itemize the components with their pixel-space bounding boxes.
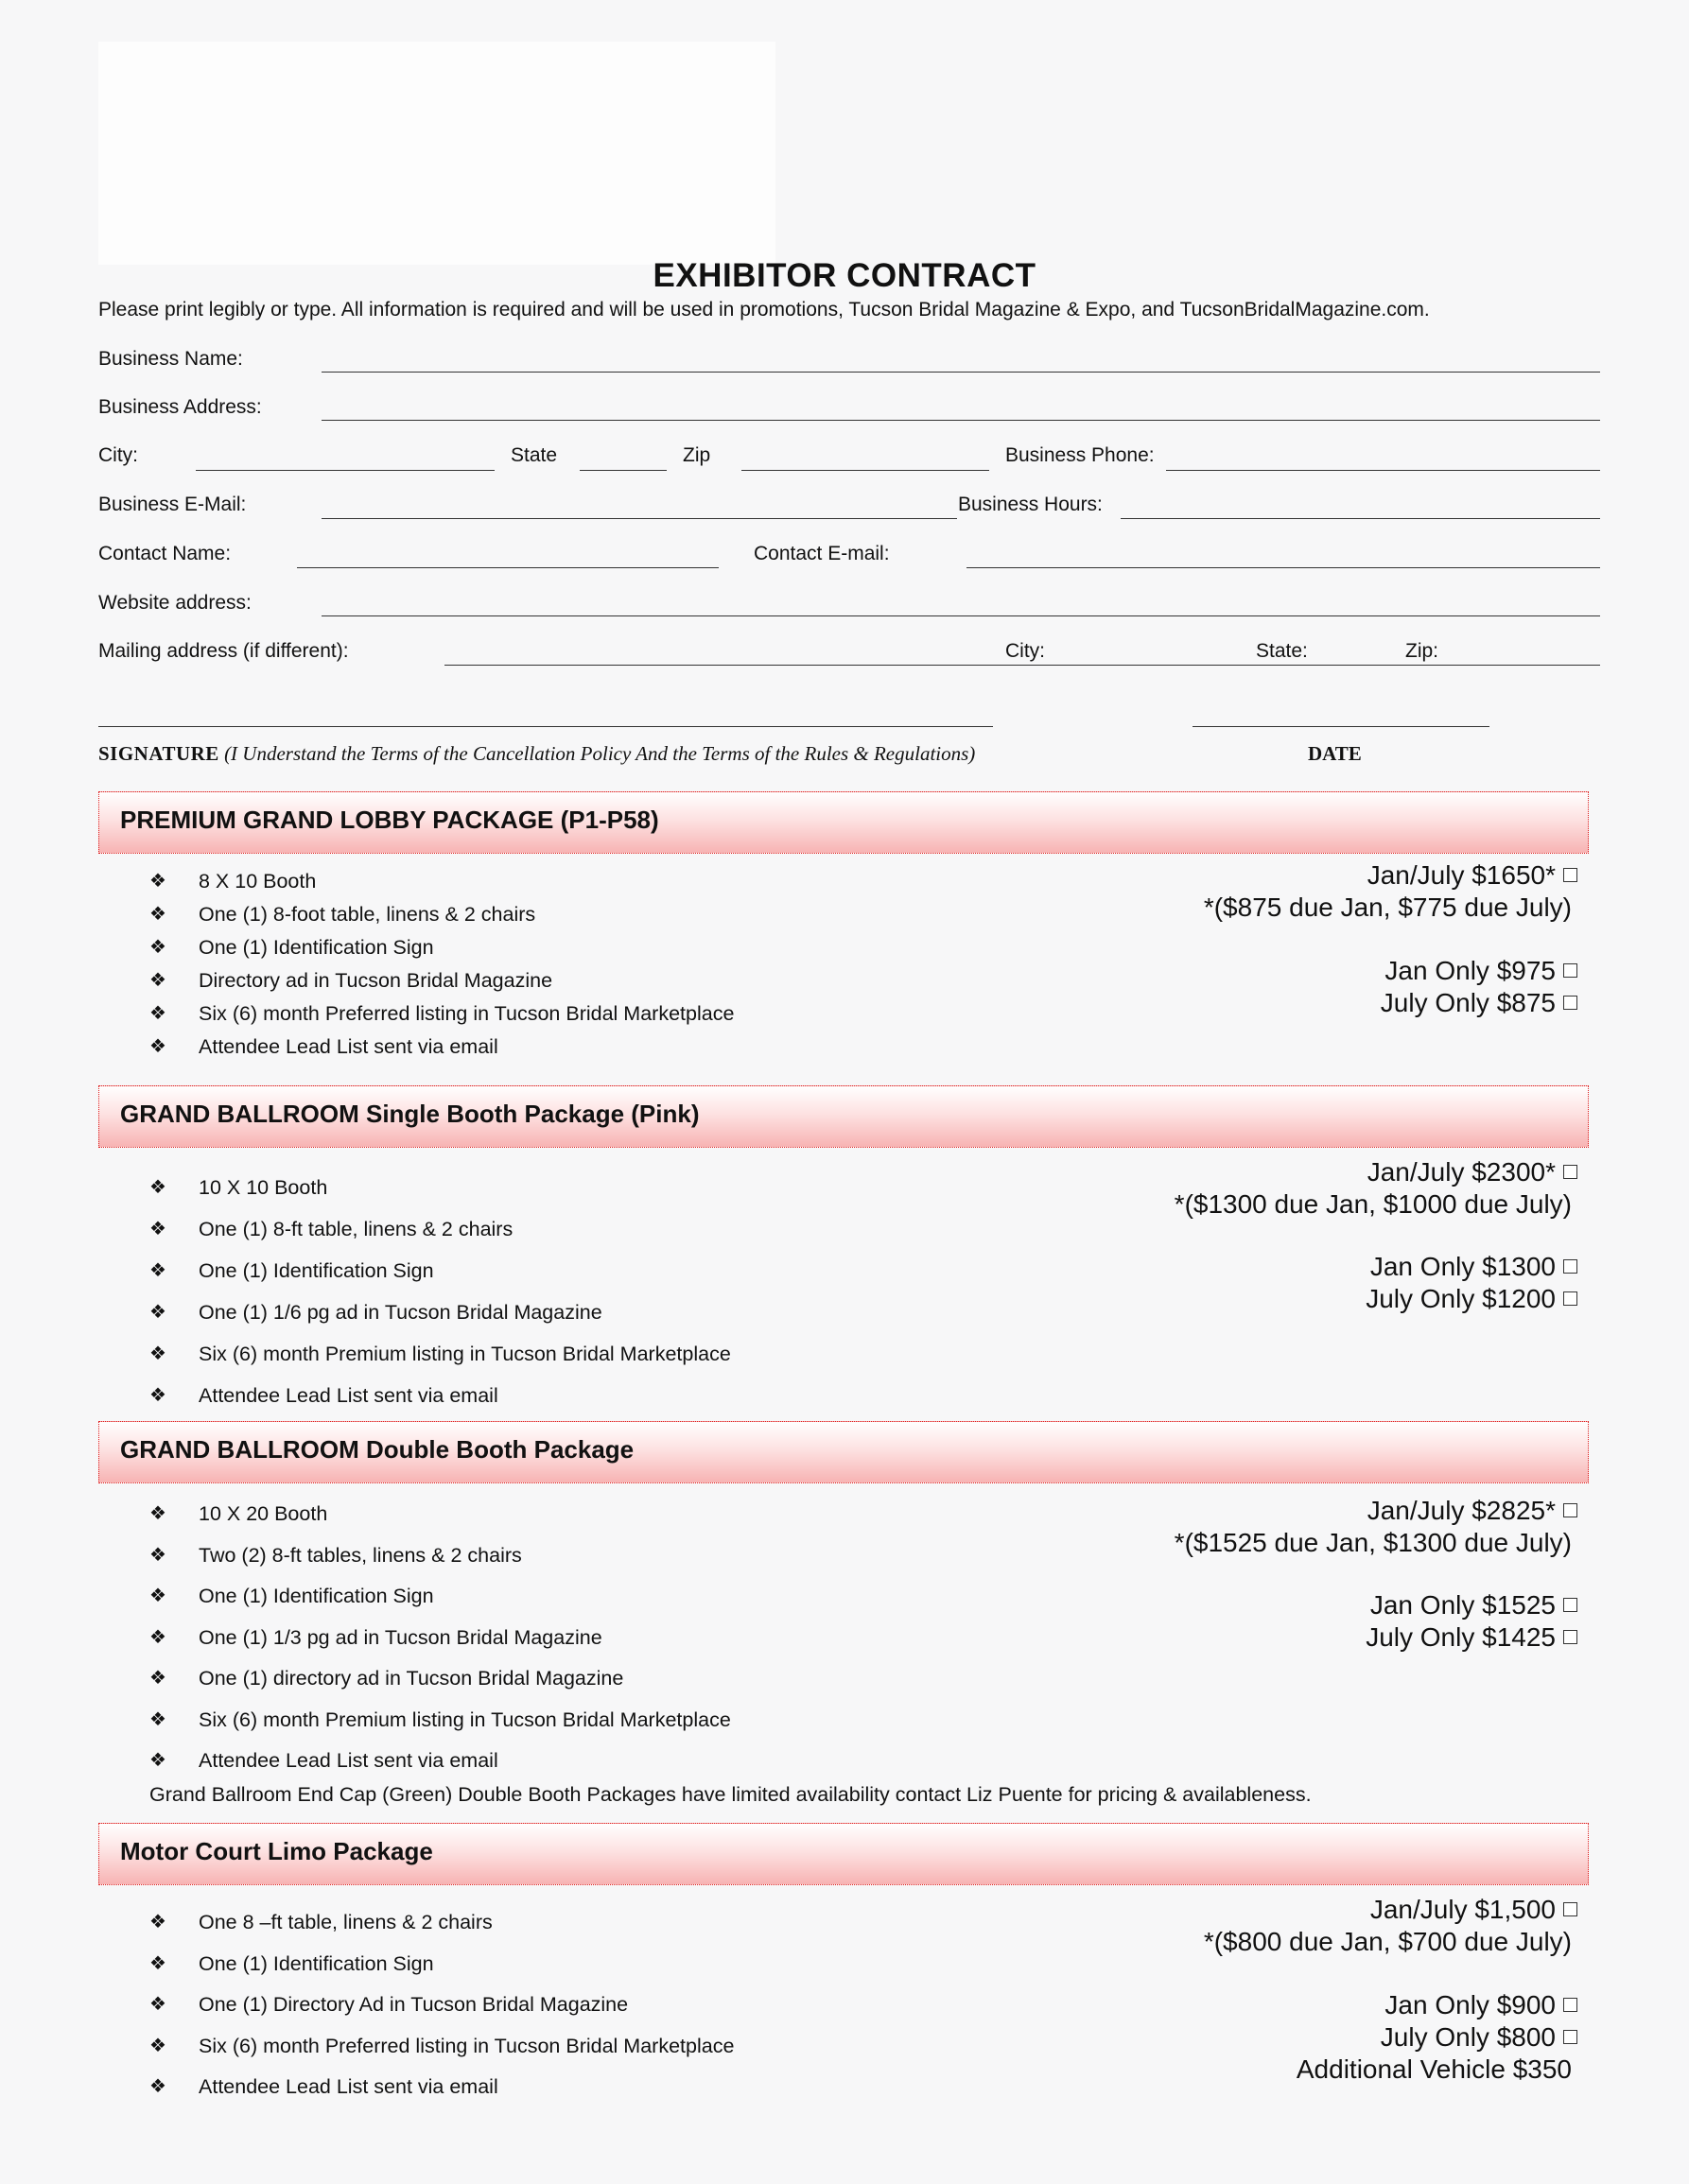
list-item [149, 1741, 731, 1782]
zip-label: Zip [683, 444, 711, 466]
package-header-motor-court-limo [98, 1823, 1589, 1885]
package-title: Motor Court Limo Package [120, 1837, 433, 1865]
item-label: Directory ad in Tucson Bridal Magazine [199, 969, 553, 992]
price-label: Jan/July $1650* [1367, 860, 1556, 890]
price-label: July Only $800 [1380, 2022, 1556, 2052]
website-field[interactable] [322, 615, 1600, 616]
price-option-july-only[interactable] [1381, 2022, 1577, 2053]
item-label: One (1) Identification Sign [199, 1259, 434, 1282]
price-label: July Only $875 [1380, 988, 1556, 1017]
list-item [149, 1208, 731, 1250]
price-option-janjuly[interactable] [1367, 1496, 1577, 1526]
price-label: Jan Only $1525 [1369, 1590, 1556, 1620]
price-option-jan-only[interactable] [1370, 1590, 1577, 1621]
item-label: Attendee Lead List sent via email [199, 1749, 498, 1772]
price-option-jan-only[interactable] [1384, 1990, 1577, 2020]
item-label: One (1) Identification Sign [199, 1585, 434, 1607]
signature-label [98, 742, 975, 766]
package-items-ballroom-double [149, 1494, 731, 1782]
checkbox-icon[interactable] [1563, 868, 1577, 882]
list-item [149, 1535, 731, 1577]
price-option-janjuly[interactable] [1367, 1157, 1577, 1187]
list-item [149, 1291, 731, 1333]
list-item [149, 964, 734, 997]
package-title: GRAND BALLROOM Single Booth Package (Pink) [120, 1100, 700, 1128]
item-label: One 8 –ft table, linens & 2 chairs [199, 1911, 493, 1933]
list-item [149, 1375, 731, 1416]
mailing-city-label: City: [1005, 640, 1045, 662]
item-label: Two (2) 8-ft tables, linens & 2 chairs [199, 1543, 522, 1567]
list-item [149, 1031, 734, 1064]
list-item [149, 865, 734, 898]
list-item [149, 1700, 731, 1742]
checkbox-icon[interactable] [1563, 1902, 1577, 1916]
list-item [149, 1902, 734, 1944]
city-label: City: [98, 444, 138, 466]
diamond-bullet-icon: ❖ [149, 1750, 166, 1771]
checkbox-icon[interactable] [1563, 996, 1577, 1010]
business-hours-field[interactable] [1121, 518, 1600, 519]
page-title: EXHIBITOR CONTRACT [653, 257, 1036, 294]
diamond-bullet-icon: ❖ [149, 937, 166, 958]
diamond-bullet-icon: ❖ [149, 1219, 166, 1239]
package-items-motor-court-limo [149, 1902, 734, 2108]
price-label: Jan Only $1300 [1369, 1252, 1556, 1281]
item-label: One (1) Directory Ad in Tucson Bridal Magazine [199, 1993, 629, 2016]
price-option-jan-only[interactable] [1370, 1252, 1577, 1282]
list-item [149, 1658, 731, 1700]
diamond-bullet-icon: ❖ [149, 1302, 166, 1323]
price-label: Jan Only $900 [1384, 1990, 1556, 2019]
list-item [149, 2026, 734, 2068]
mailing-state-label: State: [1256, 640, 1308, 662]
price-additional-vehicle: Additional Vehicle $350 [1296, 2054, 1572, 2084]
diamond-bullet-icon: ❖ [149, 1177, 166, 1198]
business-address-field[interactable] [322, 420, 1600, 421]
item-label: One (1) 1/6 pg ad in Tucson Bridal Magazine [199, 1301, 602, 1324]
package-items-ballroom-single [149, 1167, 731, 1416]
diamond-bullet-icon: ❖ [149, 1003, 166, 1024]
business-phone-label: Business Phone: [1005, 444, 1155, 466]
checkbox-icon[interactable] [1563, 1165, 1577, 1179]
price-option-janjuly[interactable] [1367, 860, 1577, 891]
diamond-bullet-icon: ❖ [149, 1036, 166, 1057]
contact-name-label: Contact Name: [98, 543, 232, 564]
business-address-label: Business Address: [98, 396, 262, 418]
list-item [149, 1333, 731, 1375]
diamond-bullet-icon: ❖ [149, 2076, 166, 2097]
business-name-field[interactable] [322, 372, 1600, 373]
signature-field[interactable] [98, 726, 993, 727]
checkbox-icon[interactable] [1563, 1291, 1577, 1306]
list-item [149, 1985, 734, 2026]
contact-email-label: Contact E-mail: [754, 543, 890, 564]
diamond-bullet-icon: ❖ [149, 1343, 166, 1364]
diamond-bullet-icon: ❖ [149, 1952, 166, 1974]
price-label: Jan Only $975 [1384, 956, 1556, 985]
package-header-ballroom-single [98, 1085, 1589, 1148]
diamond-bullet-icon: ❖ [149, 1385, 166, 1406]
date-label: DATE [1308, 742, 1362, 765]
item-label: 10 X 10 Booth [199, 1176, 328, 1199]
checkbox-icon[interactable] [1563, 1998, 1577, 2012]
item-label: 8 X 10 Booth [199, 870, 317, 893]
price-note: *($800 due Jan, $700 due July) [1203, 1927, 1572, 1956]
contact-email-field[interactable] [966, 567, 1600, 568]
checkbox-icon[interactable] [1563, 2030, 1577, 2044]
diamond-bullet-icon: ❖ [149, 2035, 166, 2056]
price-option-jan-only[interactable] [1384, 956, 1577, 986]
list-item [149, 1618, 731, 1659]
package-title: PREMIUM GRAND LOBBY PACKAGE (P1-P58) [120, 806, 659, 834]
package-items-premium-grand-lobby [149, 865, 734, 1064]
diamond-bullet-icon: ❖ [149, 1544, 166, 1566]
price-note: *($875 due Jan, $775 due July) [1203, 893, 1572, 922]
item-label: One (1) 8-foot table, linens & 2 chairs [199, 903, 536, 926]
list-item [149, 997, 734, 1031]
zip-field[interactable] [741, 470, 989, 471]
state-label: State [511, 444, 558, 466]
intro-text: Please print legibly or type. All information is required and will be used in promotions, Tucson Bridal Magazine & Expo, and TucsonBridalMagazine.com. [98, 299, 1430, 321]
item-label: One (1) 8-ft table, linens & 2 chairs [199, 1218, 514, 1240]
list-item [149, 1167, 731, 1208]
package-header-ballroom-double [98, 1421, 1589, 1483]
state-field[interactable] [580, 470, 667, 471]
item-label: One (1) Identification Sign [199, 1951, 434, 1975]
price-label: Jan/July $2300* [1367, 1157, 1556, 1187]
item-label: One (1) directory ad in Tucson Bridal Magazine [199, 1667, 624, 1690]
checkbox-icon[interactable] [1563, 1630, 1577, 1644]
package-header-premium-grand-lobby [98, 791, 1589, 854]
checkbox-icon[interactable] [1563, 1503, 1577, 1517]
business-phone-field[interactable] [1166, 470, 1600, 471]
price-option-july-only[interactable] [1366, 1284, 1577, 1314]
business-name-label: Business Name: [98, 348, 243, 370]
signature-terms-note: (I Understand the Terms of the Cancellation Policy And the Terms of the Rules & Regulations) [224, 742, 976, 765]
checkbox-icon[interactable] [1563, 1259, 1577, 1274]
list-item [149, 1576, 731, 1618]
business-hours-label: Business Hours: [958, 494, 1103, 515]
price-label: Jan/July $2825* [1367, 1496, 1556, 1525]
list-item [149, 1944, 734, 1985]
diamond-bullet-icon: ❖ [149, 1912, 166, 1933]
package-title: GRAND BALLROOM Double Booth Package [120, 1435, 635, 1464]
item-label: Attendee Lead List sent via email [199, 1384, 498, 1407]
list-item [149, 931, 734, 964]
diamond-bullet-icon: ❖ [149, 1586, 166, 1606]
mailing-address-field[interactable] [444, 665, 1600, 666]
item-label: Six (6) month Premium listing in Tucson Bridal Marketplace [199, 1343, 731, 1365]
list-item [149, 2067, 734, 2108]
business-email-field[interactable] [322, 518, 957, 519]
item-label: Attendee Lead List sent via email [199, 1035, 498, 1058]
item-label: 10 X 20 Booth [199, 1502, 328, 1525]
date-field[interactable] [1193, 726, 1489, 727]
price-label: July Only $1425 [1366, 1622, 1556, 1652]
diamond-bullet-icon: ❖ [149, 1503, 166, 1524]
end-cap-availability-note: Grand Ballroom End Cap (Green) Double Booth Packages have limited availability contact Liz Puente for pricing & availableness. [149, 1783, 1312, 1806]
item-label: Six (6) month Preferred listing in Tucson Bridal Marketplace [199, 1002, 735, 1025]
diamond-bullet-icon: ❖ [149, 1708, 166, 1730]
city-field[interactable] [196, 470, 495, 471]
diamond-bullet-icon: ❖ [149, 871, 166, 892]
diamond-bullet-icon: ❖ [149, 1626, 166, 1648]
mailing-zip-label: Zip: [1405, 640, 1439, 662]
price-option-janjuly[interactable] [1370, 1895, 1577, 1925]
item-label: Attendee Lead List sent via email [199, 2075, 498, 2098]
contact-name-field[interactable] [297, 567, 719, 568]
item-label: One (1) 1/3 pg ad in Tucson Bridal Magazine [199, 1625, 602, 1649]
price-note: *($1525 due Jan, $1300 due July) [1174, 1528, 1572, 1557]
item-label: One (1) Identification Sign [199, 936, 434, 959]
checkbox-icon[interactable] [1563, 1598, 1577, 1612]
item-label: Six (6) month Preferred listing in Tucson Bridal Marketplace [199, 2034, 735, 2057]
diamond-bullet-icon: ❖ [149, 904, 166, 925]
price-note: *($1300 due Jan, $1000 due July) [1174, 1189, 1572, 1219]
price-option-july-only[interactable] [1381, 988, 1577, 1018]
diamond-bullet-icon: ❖ [149, 1994, 166, 2015]
item-label: Six (6) month Premium listing in Tucson Bridal Marketplace [199, 1707, 731, 1731]
list-item [149, 1494, 731, 1535]
mailing-address-label: Mailing address (if different): [98, 640, 349, 662]
website-label: Website address: [98, 592, 252, 614]
price-label: Jan/July $1,500 [1369, 1895, 1556, 1924]
diamond-bullet-icon: ❖ [149, 970, 166, 991]
price-label: July Only $1200 [1366, 1284, 1556, 1313]
list-item [149, 898, 734, 931]
list-item [149, 1250, 731, 1291]
signature-title: SIGNATURE [98, 742, 219, 765]
price-option-july-only[interactable] [1366, 1622, 1577, 1653]
business-email-label: Business E-Mail: [98, 494, 247, 515]
logo-placeholder [98, 42, 775, 265]
diamond-bullet-icon: ❖ [149, 1668, 166, 1689]
checkbox-icon[interactable] [1563, 963, 1577, 978]
diamond-bullet-icon: ❖ [149, 1260, 166, 1281]
